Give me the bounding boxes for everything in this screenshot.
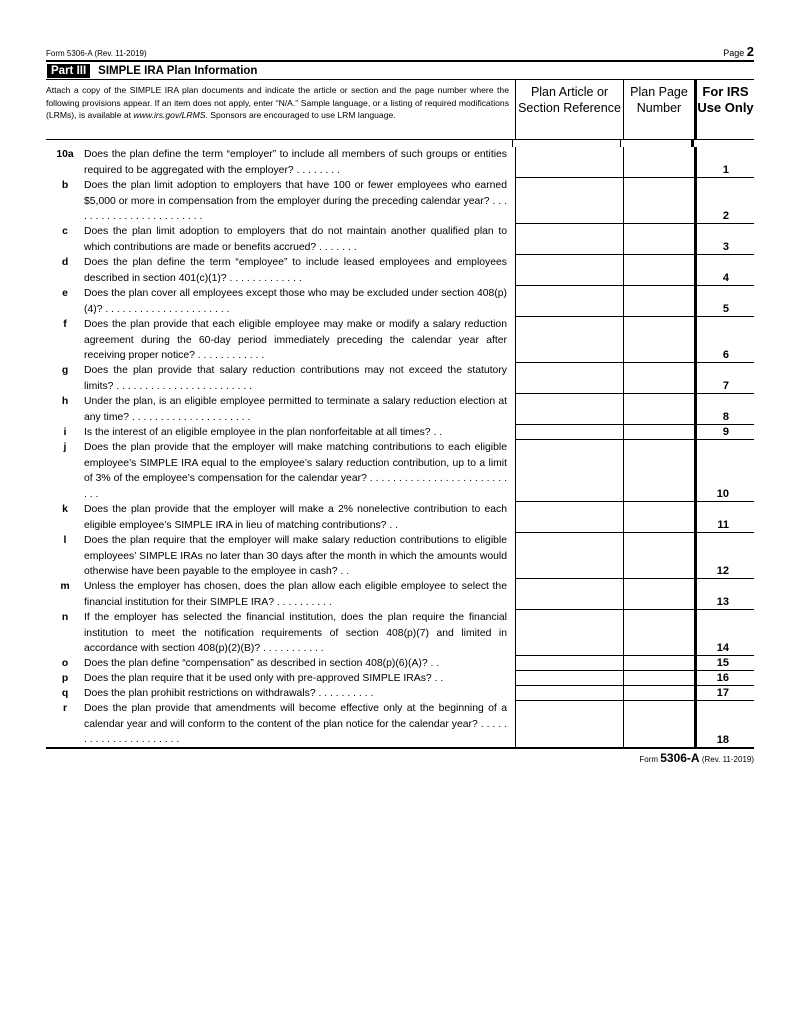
irs-use-line-number: 9 (694, 425, 754, 440)
footer-prefix: Form (639, 755, 658, 764)
question-row (46, 178, 754, 224)
page-number-field[interactable] (623, 317, 694, 363)
irs-use-line-number: 4 (694, 255, 754, 286)
question-label: o (61, 658, 69, 669)
irs-use-line-number: 12 (694, 533, 754, 579)
irs-use-line-number: 3 (694, 224, 754, 255)
question-label: j (63, 442, 67, 453)
irs-use-line-number: 16 (694, 671, 754, 686)
article-reference-field[interactable] (515, 656, 623, 671)
question-text: Does the plan provide that the employer will make a 2% nonelective contribution to each eligible employee’s SIMPLE IRA in lieu of matching contributions? . . (84, 504, 507, 531)
article-reference-field[interactable] (515, 579, 623, 610)
question-row (46, 363, 754, 394)
question (46, 686, 515, 701)
question (46, 425, 515, 440)
page-number-field[interactable] (623, 656, 694, 671)
question (46, 363, 515, 394)
question-text: Is the interest of an eligible employee in the plan nonforfeitable at all times? . . (84, 427, 443, 438)
article-reference-field[interactable] (515, 147, 623, 178)
question-label: b (61, 180, 69, 191)
question (46, 440, 515, 502)
page-label: Page (723, 48, 745, 58)
question (46, 656, 515, 671)
question-label: f (63, 319, 67, 330)
irs-use-line-number: 17 (694, 686, 754, 701)
question-text: Under the plan, is an eligible employee permitted to terminate a salary reduction election at any time? . . . . . . . . . . . . . . . . . . . . . (84, 396, 507, 423)
question-label: k (62, 504, 68, 515)
column-header-article: Plan Article or Section Reference (515, 80, 623, 139)
question-row (46, 317, 754, 363)
article-reference-field[interactable] (515, 610, 623, 656)
question-text: Does the plan require that it be used only with pre-approved SIMPLE IRAs? . . (84, 673, 444, 684)
question (46, 533, 515, 579)
page-number-field[interactable] (623, 502, 694, 533)
irs-use-line-number: 6 (694, 317, 754, 363)
irs-use-line-number: 1 (694, 147, 754, 178)
question-text: Does the plan limit adoption to employers that do not maintain another qualified plan to which contributions are made or benefits accrued? . . . . . . . (84, 226, 507, 253)
question-label: i (63, 427, 67, 438)
question-text: Does the plan provide that amendments will become effective only at the beginning of a calendar year and will conform to the content of the plan notice for the calendar year? . . . . . . . . . . . . . . . . . . . . . . (84, 703, 507, 745)
part-heading (46, 60, 754, 80)
page-number-field[interactable] (623, 610, 694, 656)
question-label: 10a (56, 149, 74, 160)
question-text: Does the plan limit adoption to employers that have 100 or fewer employees who earned $5,000 or more in compensation from the employer during the preceding calendar year? . . . . . . . . . . . . . . . . . . . . . . . . (84, 180, 507, 222)
irs-use-line-number: 18 (694, 701, 754, 747)
irs-use-line-number: 7 (694, 363, 754, 394)
irs-use-line-number: 14 (694, 610, 754, 656)
article-reference-field[interactable] (515, 286, 623, 317)
footer-form-number: 5306-A (660, 751, 700, 765)
page-number-field[interactable] (623, 440, 694, 502)
question-row (46, 671, 754, 686)
article-reference-field[interactable] (515, 425, 623, 440)
article-reference-field[interactable] (515, 502, 623, 533)
article-reference-field[interactable] (515, 701, 623, 747)
question-row (46, 610, 754, 656)
irs-use-line-number: 10 (694, 440, 754, 502)
article-reference-field[interactable] (515, 394, 623, 425)
question (46, 671, 515, 686)
article-reference-field[interactable] (515, 363, 623, 394)
page-header (46, 46, 754, 60)
question-row (46, 579, 754, 610)
page-number-field[interactable] (623, 701, 694, 747)
page-footer (46, 749, 754, 765)
form-id: Form 5306-A (Rev. 11-2019) (46, 49, 147, 58)
question-row (46, 147, 754, 178)
question-row (46, 656, 754, 671)
article-reference-field[interactable] (515, 686, 623, 701)
question-rows (46, 147, 754, 747)
question-row (46, 224, 754, 255)
question-row (46, 502, 754, 533)
question-text: Unless the employer has chosen, does the plan allow each eligible employee to select the financial institution for their SIMPLE IRA? . . . . . . . . . . (84, 581, 507, 608)
page-number-field[interactable] (623, 255, 694, 286)
lrm-link[interactable]: www.irs.gov/LRMS. (133, 110, 208, 120)
irs-use-line-number: 2 (694, 178, 754, 224)
question (46, 610, 515, 656)
instructions-text-after: Sponsors are encouraged to use LRM language. (207, 110, 396, 120)
column-header-page: Plan Page Number (623, 80, 694, 139)
question-text: Does the plan define the term “employer” to include all members of such groups or entities required to be aggregated with the employer? . . . . . . . . (84, 149, 507, 176)
question-label: g (61, 365, 69, 376)
instructions (46, 80, 515, 139)
article-reference-field[interactable] (515, 178, 623, 224)
question (46, 394, 515, 425)
question (46, 286, 515, 317)
page-number-field[interactable] (623, 178, 694, 224)
article-reference-field[interactable] (515, 671, 623, 686)
footer-rev: (Rev. 11-2019) (701, 755, 754, 764)
page-number-field[interactable] (623, 224, 694, 255)
question (46, 579, 515, 610)
page-number-field[interactable] (623, 533, 694, 579)
question (46, 255, 515, 286)
question-text: Does the plan require that the employer will make salary reduction contributions to eligible employees’ SIMPLE IRAs no later than 30 days after the month in which the amounts would otherwise have been payable to the employee in cash? . . (84, 535, 507, 577)
question-label: r (62, 703, 68, 714)
part-tag: Part III (47, 64, 90, 78)
question (46, 178, 515, 224)
page-number-field[interactable] (623, 671, 694, 686)
header-spacer (46, 140, 754, 147)
page-number-field[interactable] (623, 147, 694, 178)
question-row (46, 440, 754, 502)
instructions-text-before: Attach a copy of the SIMPLE IRA plan documents and indicate the article or section and the page number where the following provisions appear. If an item does not apply, enter “N/A.” Sample language, or a listing of required modifications (LRMs), is available at (46, 85, 509, 120)
table-header (46, 80, 754, 140)
page-number-field[interactable] (623, 579, 694, 610)
article-reference-field[interactable] (515, 255, 623, 286)
question-text: If the employer has selected the financial institution, does the plan require the financial institution to meet the notification requirements of section 408(p)(7) and limited in accordance with section 408(p)(2)(B)? . . . . . . . . . . . (84, 612, 507, 654)
question-text: Does the plan prohibit restrictions on withdrawals? . . . . . . . . . . (84, 688, 374, 699)
question-text: Does the plan define “compensation” as described in section 408(p)(6)(A)? . . (84, 658, 440, 669)
column-header-irs-use: For IRS Use Only (694, 80, 754, 139)
question (46, 701, 515, 747)
irs-use-line-number: 15 (694, 656, 754, 671)
page-number-field[interactable] (623, 363, 694, 394)
question-label: c (62, 226, 68, 237)
question-label: e (62, 288, 68, 299)
question (46, 502, 515, 533)
question-row (46, 286, 754, 317)
question-label: h (61, 396, 69, 407)
irs-use-line-number: 13 (694, 579, 754, 610)
article-reference-field[interactable] (515, 317, 623, 363)
question-text: Does the plan cover all employees except those who may be excluded under section 408(p)(4)? . . . . . . . . . . . . . . . . . . . . . . (84, 288, 507, 315)
article-reference-field[interactable] (515, 224, 623, 255)
page-number-field[interactable] (623, 394, 694, 425)
irs-use-line-number: 11 (694, 502, 754, 533)
page-number-field[interactable] (623, 686, 694, 701)
question (46, 224, 515, 255)
question-label: n (61, 612, 69, 623)
question-row (46, 425, 754, 440)
question-label: p (61, 673, 69, 684)
article-reference-field[interactable] (515, 440, 623, 502)
question-label: m (60, 581, 70, 592)
page-number: 2 (746, 44, 754, 59)
question-text: Does the plan provide that the employer will make matching contributions to each eligible employee’s SIMPLE IRA equal to the employee’s salary reduction contribution, up to a limit of 3% of the employee’s compensation for the calendar year? . . . . . . . . . . . . . . . . . . . . . . . . . . . (84, 442, 507, 500)
question-text: Does the plan provide that salary reduction contributions may not exceed the statutory limits? . . . . . . . . . . . . . . . . . . . . . . . . (84, 365, 507, 392)
question-text: Does the plan define the term “employee” to include leased employees and employees described in section 401(c)(1)? . . . . . . . . . . . . . (84, 257, 507, 284)
form-page (46, 46, 754, 765)
page-number-label (723, 44, 754, 59)
question-label: q (61, 688, 69, 699)
question (46, 317, 515, 363)
page-number-field[interactable] (623, 286, 694, 317)
question-row (46, 701, 754, 747)
part-title: SIMPLE IRA Plan Information (98, 64, 258, 77)
irs-use-line-number: 8 (694, 394, 754, 425)
article-reference-field[interactable] (515, 533, 623, 579)
question-row (46, 686, 754, 701)
question-label: l (63, 535, 67, 546)
question-row (46, 533, 754, 579)
page-number-field[interactable] (623, 425, 694, 440)
irs-use-line-number: 5 (694, 286, 754, 317)
question-row (46, 255, 754, 286)
question (46, 147, 515, 178)
question-label: d (61, 257, 69, 268)
question-row (46, 394, 754, 425)
question-text: Does the plan provide that each eligible employee may make or modify a salary reduction agreement during the 60-day period immediately preceding the calendar year after receiving proper notice? . . . . . . . . . . . . (84, 319, 507, 361)
